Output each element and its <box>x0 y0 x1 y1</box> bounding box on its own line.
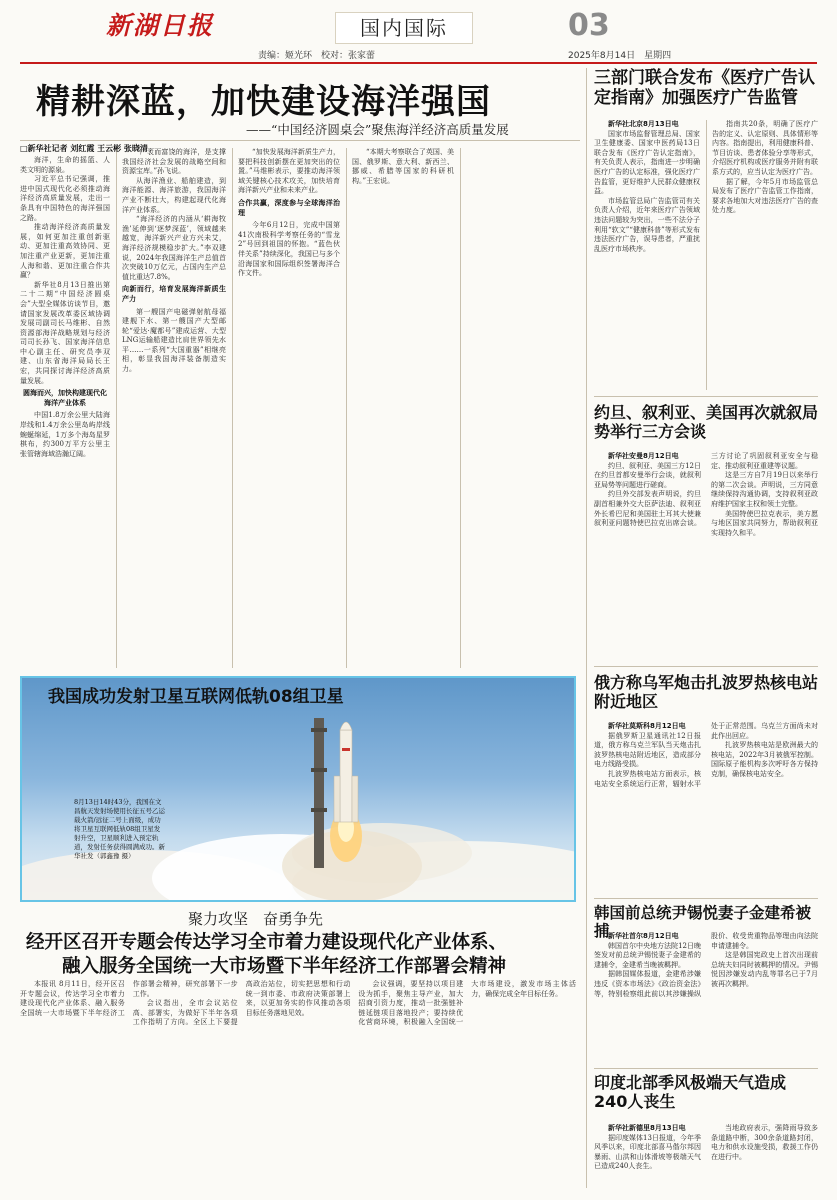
paragraph: 推动海洋经济高质量发展，如何更加注重创新驱动、更加注重高效协同、更加注重产业更新，更加注重人海和谐、更加注重合作共赢？ <box>20 223 110 280</box>
paragraph: 当地政府表示，强降雨导致多条道路中断，300余条道路封闭，电力和供水设施受损，救援工作仍在进行中。 <box>711 1124 818 1161</box>
story-divider <box>594 1068 818 1069</box>
right-story-4-body <box>594 932 818 1062</box>
photo-feature <box>20 676 576 902</box>
issue-date: 2025年8月14日 星期四 <box>568 51 672 61</box>
right-story-4-headline: 韩国前总统尹锡悦妻子金建希被捕 <box>594 904 812 941</box>
right-story-3-body <box>594 722 818 892</box>
paragraph: 习近平总书记强调，推进中国式现代化必须推动海洋经济高质量发展，走出一条具有中国特色的海洋强国之路。 <box>20 175 110 222</box>
bottom-headline-line-1: 经开区召开专题会传达学习全市着力建设现代化产业体系、 <box>26 932 508 953</box>
paragraph: “海洋经济的内涵从‘耕海牧渔’延伸到‘逐梦深蓝’，领域越来越宽，海洋新兴产业方兴未艾，海洋经济规模稳步扩大。”李双建说，2024年我国海洋生产总值首次突破10万亿元，占国内生产总值比重达7.8%。 <box>122 215 226 281</box>
right-story-3-headline: 俄方称乌军炮击扎波罗热核电站附近地区 <box>594 673 819 711</box>
paragraph: 韩国首尔中央地方法院12日晚签发对前总统尹锡悦妻子金建希的逮捕令，金建希当晚被羁押。 <box>594 941 701 969</box>
dateline: 新华社首尔8月12日电 <box>608 932 679 940</box>
section-heading: 向新而行，培育发展海洋新质生产力 <box>122 285 226 303</box>
column-divider <box>460 148 461 668</box>
column-divider <box>232 148 233 668</box>
paragraph: 指南共20条，明确了医疗广告的定义、认定原则、具体情形等内容。指南提出，利用健康科普、节目访谈、患者体验分享等形式，介绍医疗机构或医疗服务并附有联系方式的，应当认定为医疗广告。 <box>712 120 818 176</box>
paragraph: 会议强调，要坚持以项目建设为抓手，聚焦主导产业，加大招商引资力度，推动一批强链补链延链项目落地投产；要持续优化营商环境，积极融入全国统一大市场建设，激发市场主体活力，确保完成全年目标任务。 <box>358 980 576 1027</box>
lead-rule <box>20 140 580 141</box>
lead-column-4 <box>352 148 454 668</box>
masthead <box>0 0 837 70</box>
story-divider <box>594 666 818 667</box>
dateline: 新华社安曼8月12日电 <box>608 452 679 460</box>
masthead-rule <box>20 62 817 64</box>
right-story-1-headline: 三部门联合发布《医疗广告认定指南》加强医疗广告监管 <box>594 68 815 109</box>
paragraph: 据韩国媒体报道，金建希涉嫌违反《资本市场法》《政治资金法》等，特别检察组此前以其涉嫌操纵股价、收受贵重物品等理由向法院申请逮捕令。 <box>594 932 818 998</box>
bottom-kicker: 聚力攻坚 奋勇争先 <box>188 910 324 928</box>
paragraph: 会议指出，全市会议站位高、部署实，为做好下半年各项工作指明了方向。全区上下要提高政治站位，切实把思想和行动统一到市委、市政府决策部署上来，以更加务实的作风推动各项目标任务落地见效。 <box>132 980 351 1027</box>
paragraph: 国家市场监督管理总局、国家卫生健康委、国家中医药局13日联合发布《医疗广告认定指南》，有关负责人表示，指南进一步明确医疗广告的认定标准，强化医疗广告监管，更好维护人民群众健康权益。 <box>594 129 700 196</box>
newspaper-logo: 新湖日报 <box>106 11 215 40</box>
bottom-headline-line-2: 融入服务全国统一大市场暨下半年经济工作部署会精神 <box>62 956 507 977</box>
right-story-2-body <box>594 452 818 660</box>
paragraph: 这是韩国宪政史上首次出现前总统夫妇同时被羁押的情况。尹锡悦因涉嫌发动内乱等罪名已于7月被再次羁押。 <box>711 951 818 988</box>
right-story-5-body <box>594 1124 818 1190</box>
paragraph: “加快发展海洋新质生产力，要把科技创新摆在更加突出的位置。”马维彬表示，要推动海洋领域关键核心技术攻关，加快培育海洋新兴产业和未来产业。 <box>238 148 340 195</box>
editor-credits: 责编：姬光环 校对：张家蕾 <box>258 51 376 61</box>
bottom-story-body <box>20 980 576 1188</box>
dateline: 新华社莫斯科8月12日电 <box>608 722 686 730</box>
paragraph: 从海洋渔业、船舶建造，到海洋能源、海洋旅游，我国海洋产业不断壮大，构建起现代化海洋产业体系。 <box>122 176 226 214</box>
paragraph: 据了解，今年5月市场监管总局发布了医疗广告监管工作指南，要求各地加大对违法医疗广告的查处力度。 <box>712 177 818 215</box>
lead-byline: □新华社记者 刘红霞 王云彬 张晓清 <box>20 144 148 153</box>
story-divider <box>594 396 818 397</box>
dateline: 新华社新德里8月13日电 <box>608 1124 686 1132</box>
section-heading: 圆海而兴，加快构建现代化海洋产业体系 <box>23 389 107 407</box>
section-heading: 合作共赢，深度参与全球海洋治理 <box>238 198 340 217</box>
lead-column-3 <box>238 148 340 668</box>
paragraph: 约旦外交部发表声明说，约旦副首相兼外交大臣萨法迪、叙利亚外长希巴尼和美国驻土耳其大使兼叙利亚问题特使巴拉克出席会谈。三方讨论了巩固叙利亚安全与稳定、推动叙利亚重建等议题。 <box>594 452 818 528</box>
paragraph: 中国1.8万余公里大陆海岸线和1.4万余公里岛屿岸线蜿蜒绵延，1万多个海岛星罗棋布，约300万平方公里主张管辖海域浩瀚辽阔。 <box>20 411 110 458</box>
paragraph: “广袤而富饶的海洋，是支撑我国经济社会发展的战略空间和资源宝库。”孙飞说。 <box>122 148 226 176</box>
rocket-launch-photo <box>22 678 574 900</box>
paragraph: 扎波罗热核电站是欧洲最大的核电站，2022年3月被俄军控制。国际原子能机构多次呼吁各方保持克制，确保核电站安全。 <box>711 741 818 778</box>
page-number: 03 <box>568 8 610 43</box>
column-divider <box>116 148 117 668</box>
paragraph: 这是三方自7月19日以来举行的第二次会谈。声明说，三方同意继续保持沟通协调，支持叙利亚政府维护国家主权和领土完整。 <box>711 471 818 508</box>
lead-column-1 <box>20 156 110 668</box>
column-divider <box>706 120 707 390</box>
rocket-launch-illustration <box>22 678 574 900</box>
story-divider <box>594 898 818 899</box>
lead-column-2 <box>122 148 226 668</box>
lead-headline: 精耕深蓝，加快建设海洋强国 <box>36 82 491 122</box>
paragraph: 美国特使巴拉克表示，美方愿与地区国家共同努力，帮助叙利亚实现持久和平。 <box>711 509 818 537</box>
paragraph: 海洋，生命的摇篮、人类文明的源泉。 <box>20 156 110 174</box>
paragraph: 新华社8月13日推出第二十二期“中国经济圆桌会”大型全媒体访谈节目，邀请国家发展改革委区域协调发展司副司长马维彬、自然资源部海洋战略规划与经济司司长孙飞、国家海洋信息中心副主任、研究员李双建、山东省海洋局局长王宏，共同探讨海洋经济高质量发展。 <box>20 280 110 385</box>
paragraph: “本期大考察联合了英国、美国、俄罗斯、意大利、新西兰、挪威、希腊等国家的科研机构。”王宏说。 <box>352 148 454 185</box>
paragraph: 据俄罗斯卫星通讯社12日报道，俄方称乌克兰军队当天炮击扎波罗热核电站附近地区，造成部分电力线路受损。 <box>594 731 701 769</box>
column-divider-main <box>586 68 587 1188</box>
paragraph: 本报讯 8月11日，经开区召开专题会议，传达学习全市着力建设现代化产业体系、融入服务全国统一大市场暨下半年经济工作部署会精神，研究部署下一步工作。 <box>20 980 238 1017</box>
paragraph: 第一艘国产电磁弹射航母福建舰下水、第一艘国产大型邮轮“爱达·魔都号”建成运营、大型LNG运输船建造比肩世界领先水平……一系列“大国重器”相继亮相，彰显我国海洋装备制造实力。 <box>122 307 226 374</box>
photo-headline: 我国成功发射卫星互联网低轨08组卫星 <box>48 687 344 707</box>
right-story-5-headline: 印度北部季风极端天气造成240人丧生 <box>594 1073 787 1111</box>
section-label: 国内国际 <box>335 12 473 44</box>
column-divider <box>346 148 347 668</box>
right-story-1-body-right <box>712 120 818 390</box>
paragraph: 今年6月12日，完成中国第41次南极科学考察任务的“雪龙2”号回到祖国的怀抱。“蓝色伙伴关系”持续深化，我国已与多个沿海国家和国际组织签署海洋合作文件。 <box>238 221 340 278</box>
photo-caption: 8月13日14时43分，我国在文昌航天发射场使用长征五号乙运载火箭/远征二号上面级，成功将卫星互联网低轨08组卫星发射升空，卫星顺利进入预定轨道，发射任务获得圆满成功。新华社发（郭鑫豫 摄） <box>74 798 165 860</box>
paragraph: 据印度媒体13日报道，今年季风季以来，印度北部喜马偕尔邦因暴雨、山洪和山体滑坡等极端天气已造成240人丧生。 <box>594 1133 701 1171</box>
right-story-2-headline: 约旦、叙利亚、美国再次就叙局势举行三方会谈 <box>594 403 819 441</box>
right-story-1-body-left <box>594 120 700 390</box>
paragraph: 约旦、叙利亚、美国三方12日在约旦首都安曼举行会谈，就叙利亚局势等问题进行磋商。 <box>594 461 701 489</box>
paragraph: 市场监管总局广告监管司有关负责人介绍，近年来医疗广告领域违法问题较为突出，一些不法分子利用“软文”“健康科普”等形式发布违法医疗广告，误导患者，严重扰乱医疗市场秩序。 <box>594 196 700 253</box>
paragraph: 扎波罗热核电站方面表示，核电站安全系统运行正常，辐射水平处于正常范围。乌克兰方面尚未对此作出回应。 <box>594 722 818 788</box>
dateline: 新华社北京8月13日电 <box>608 120 679 128</box>
lead-subhead: ——“中国经济圆桌会”聚焦海洋经济高质量发展 <box>246 122 509 137</box>
